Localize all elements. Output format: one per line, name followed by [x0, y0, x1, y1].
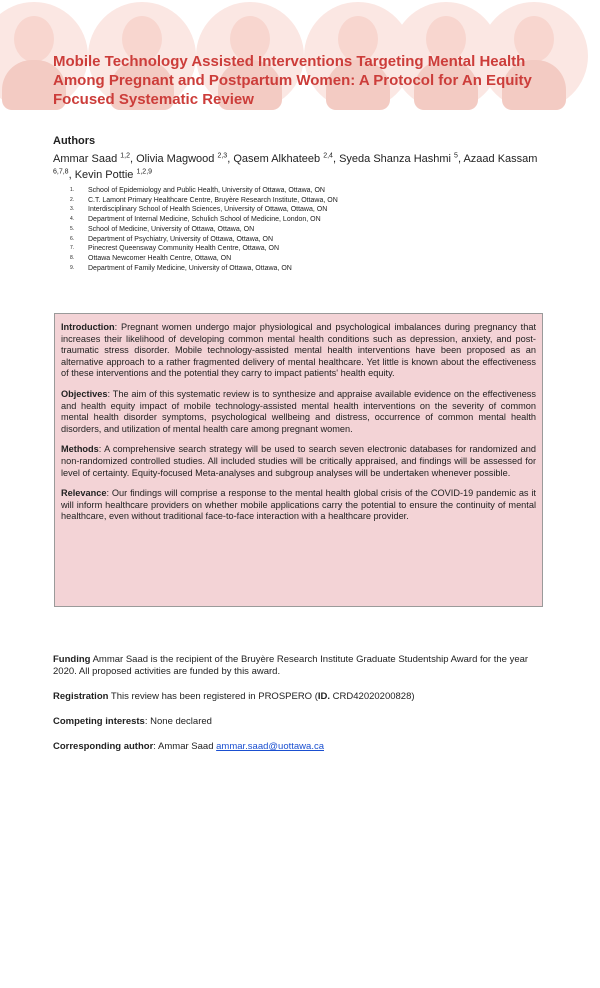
author: Olivia Magwood $^{2,3}$,: [136, 152, 234, 165]
affiliation-item: 4. Department of Internal Medicine, Schulich School of Medicine, London, ON: [70, 216, 321, 224]
author: Qasem Alkhateeb $^{2,4}$,: [233, 152, 340, 165]
affiliation-item: 3. Interdisciplinary School of Health Sciences, University of Ottawa, Ottawa, ON: [70, 206, 328, 214]
author: Kevin Pottie $^{1,2,9}$: [74, 168, 153, 182]
abstract-objectives: Objectives: The aim of this systematic review is to synthesize and appraise available evidence on the effectiveness and health equity impact of mobile technology-assisted mental health interventions on the severity of common mental health disorder symptoms, psychological wellbeing and distress, occurrence of common mental health disorders, and utilization of mental health care among pregnant women.: [61, 388, 536, 434]
abstract-introduction: Introduction: Pregnant women undergo major physiological and psychological imbalances during pregnancy that increases their likelihood of developing common mental health conditions such as depression, anxiety, and post-traumatic stress disorder. Mobile technology-assisted mental health interventions have been proposed as an alternative approach to a rather fragmented delivery of mental healthcare. Yet little is known about the effectiveness of these interventions and the potential they carry to impact patients' health equity.: [61, 322, 536, 379]
affiliation-item: 9. Department of Family Medicine, University of Ottawa, Ottawa, ON: [70, 264, 292, 272]
paper-title: Mobile Technology Assisted Interventions Targeting Mental Health Among Pregnant and Postpartum Women: A Protocol for An Equity Focused Systematic Review: [53, 53, 532, 108]
registration-statement: Registration This review has been registered in PROSPERO (ID. CRD42020200828): [53, 691, 415, 702]
affiliation-item: 2. C.T. Lamont Primary Healthcare Centre, Bruyère Research Institute, Ottawa, ON: [70, 196, 338, 204]
authors-heading: Authors: [53, 135, 96, 147]
corresponding-author: Corresponding author: Ammar Saad ammar.saad@uottawa.ca: [53, 741, 324, 752]
abstract-relevance: Relevance: Our findings will comprise a response to the mental health global crisis of the COVID-19 pandemic as it will inform healthcare providers on whether mobile applications carry the potential to ensure the continuity of mental healthcare, even without traditional face-to-face interaction with a healthcare provider.: [61, 488, 536, 522]
affiliation-item: 7. Pinecrest Queensway Community Health Centre, Ottawa, ON: [70, 245, 280, 253]
affiliation-item: 8. Ottawa Newcomer Health Centre, Ottawa, ON: [70, 254, 232, 262]
author: Syeda Shanza Hashmi $^5$,: [339, 152, 464, 165]
affiliation-list: [70, 186, 338, 273]
affiliation-item: 6. Department of Psychiatry, University of Ottawa, Ottawa, ON: [70, 235, 274, 243]
author: Azaad Kassam $^{6,7,8}$,: [53, 152, 538, 182]
affiliation-item: 5. School of Medicine, University of Ottawa, Ottawa, ON: [70, 225, 255, 233]
author-list: [53, 149, 548, 182]
competing-interests: Competing interests: None declared: [53, 716, 212, 727]
author: Ammar Saad $^{1,2}$,: [53, 152, 137, 165]
affiliation-item: 1. School of Epidemiology and Public Health, University of Ottawa, Ottawa, ON: [70, 187, 325, 194]
abstract-methods: Methods: A comprehensive search strategy will be used to search seven electronic databases for randomized and non-randomized controlled studies. All included studies will be critically appraised, and findings will be assessed for level of certainty. Equity-focused Meta-analyses and subgroup analyses will be undertaken whenever possible.: [61, 444, 536, 478]
funding-statement: Funding Ammar Saad is the recipient of the Bruyère Research Institute Graduate Studentship Award for the year 2020. All proposed activities are funded by this award.: [53, 654, 529, 677]
abstract-box: [54, 313, 543, 607]
email-link[interactable]: ammar.saad@uottawa.ca: [216, 741, 324, 752]
